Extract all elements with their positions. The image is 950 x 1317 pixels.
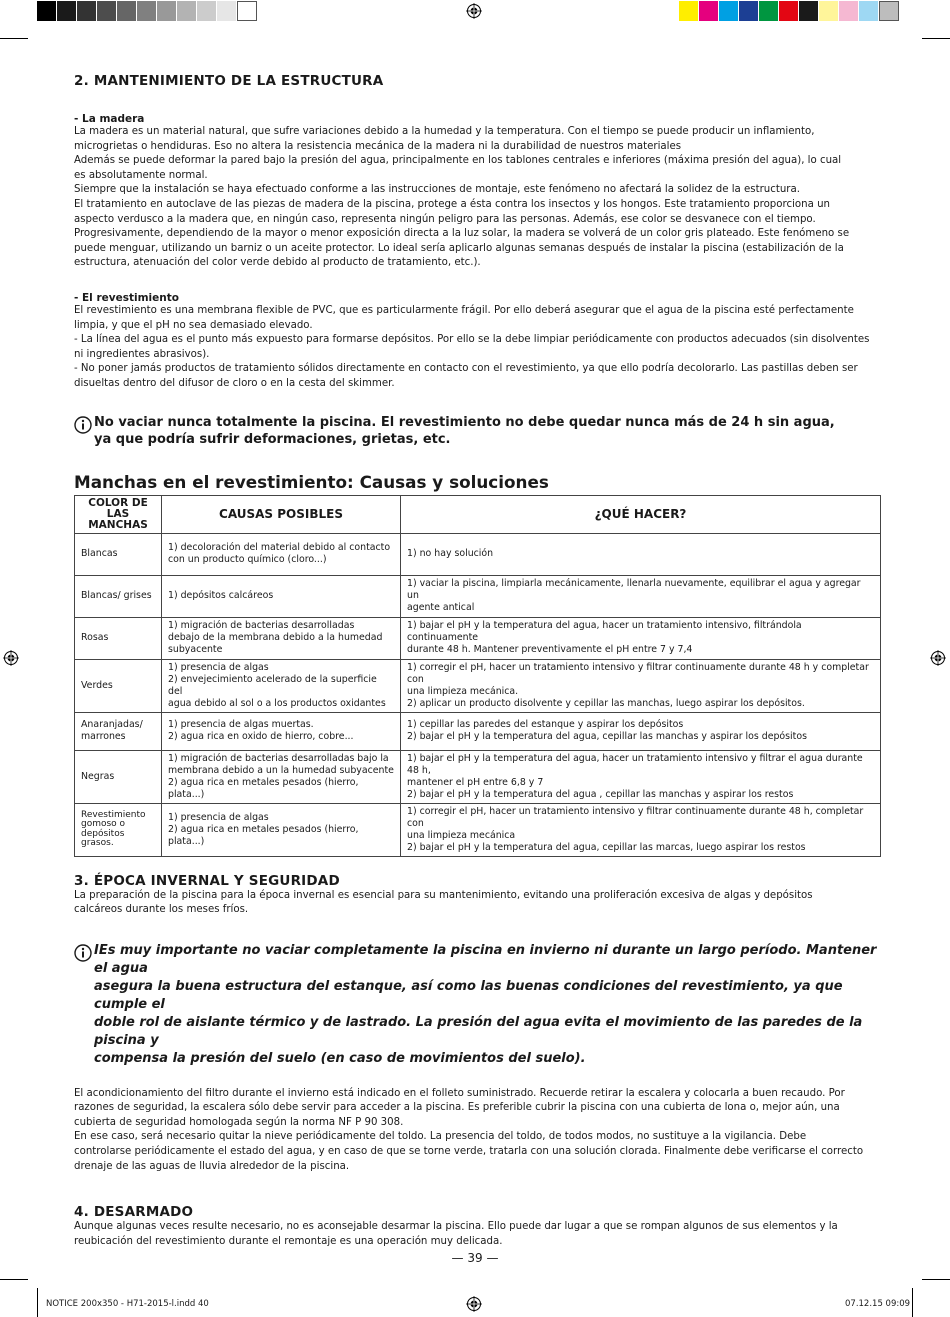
cell-line: 1) decoloración del material debido al contacto (168, 542, 391, 553)
gray-swatch (37, 1, 57, 21)
stain-color-cell: Verdes (75, 659, 162, 712)
text-line: En ese caso, será necesario quitar la nieve periódicamente del toldo. La presencia del toldo, de todos modos, no sustituye a la vigilancia. Debe (74, 1131, 807, 1143)
stain-color-cell: Negras (75, 750, 162, 803)
gray-swatch (197, 1, 217, 21)
stains-table (74, 495, 881, 857)
stain-actions-cell (401, 533, 881, 575)
table-header-actions: ¿QUÉ HACER? (401, 495, 881, 533)
crop-mark (922, 1279, 950, 1280)
table-row (75, 575, 881, 617)
info-icon (74, 944, 94, 966)
grayscale-bar (37, 1, 257, 21)
stain-causes-cell (162, 659, 401, 712)
text-line: reubicación del revestimiento durante el remontaje es una operación muy delicada. (74, 1235, 503, 1247)
cell-line: 2) envejecimiento acelerado de la superficie del (168, 673, 377, 697)
text-line: aspecto verdusco a la madera que, en ningún caso, representa ningún peligro para las personas. Además, ese color se desvanece con el tiempo. (74, 213, 816, 225)
cell-line: 2) aplicar un producto disolvente y cepillar las manchas, luego aspirar los depósitos. (407, 697, 805, 709)
stain-causes-cell (162, 617, 401, 659)
warning-text (94, 942, 881, 1068)
color-swatch (819, 1, 839, 21)
cell-line: durante 48 h. Mantener preventivamente el pH entre 7 y 7,4 (407, 644, 693, 655)
cell-line: membrana debido a un la humedad subyacente (168, 764, 394, 776)
color-swatch (799, 1, 819, 21)
warning-no-vaciar (74, 414, 881, 448)
cell-line: 1) bajar el pH y la temperatura del agua, hacer un tratamiento intensivo y filtrar el agua durante 48 h, (407, 752, 863, 776)
table-row (75, 750, 881, 803)
text-line: El tratamiento en autoclave de las piezas de madera de la piscina, protege a ésta contra los insectos y los hongos. Este tratamiento proporciona un (74, 198, 830, 210)
stain-color-cell: Revestimiento gomoso o depósitos grasos. (75, 803, 162, 856)
table-header-color: COLOR DE LAS MANCHAS (75, 495, 162, 533)
text-line: microgrietas o hendiduras. Eso no altera la resistencia mecánica de la madera ni la durabilidad de nuestros materiales (74, 140, 682, 152)
stain-actions-cell (401, 712, 881, 750)
cell-line: agente antical (407, 602, 475, 613)
text-line: El revestimiento es una membrana flexible de PVC, que es particularmente frágil. Por ello deberá asegurar que el agua de la piscina esté perfectamente (74, 304, 854, 316)
crop-mark (0, 1279, 28, 1280)
section-4-title: 4. DESARMADO (74, 1204, 194, 1221)
stain-causes-cell (162, 575, 401, 617)
crop-mark (922, 38, 950, 39)
cell-line: 1) presencia de algas muertas. (168, 719, 314, 730)
cell-line: 2) bajar el pH y la temperatura del agua, cepillar las marcas, luego aspirar los restos (407, 841, 806, 853)
text-line: puede menguar, utilizando un barniz o un aceite protector. Lo ideal sería aplicarlo algunas semanas después de instalar la piscina (estabilización de la (74, 242, 844, 254)
stain-actions-cell (401, 575, 881, 617)
text-line: disueltas dentro del difusor de cloro o en la cesta del skimmer. (74, 377, 395, 389)
text-line: Siempre que la instalación se haya efectuado conforme a las instrucciones de montaje, este fenómeno no afectará la solidez de la estructura. (74, 184, 800, 196)
text-line: - La línea del agua es el punto más expuesto para formarse depósitos. Por ello se la debe limpiar periódicamente con productos adecuados (sin disolventes (74, 334, 870, 346)
warning-line: asegura la buena estructura del estanque, así como las buenas condiciones del revestimiento, ya que cumple el (94, 978, 843, 1012)
cell-line: 2) bajar el pH y la temperatura del agua , cepillar las manchas y aspirar los restos (407, 788, 794, 800)
slug-filename: NOTICE 200x350 - H71-2015-l.indd 40 (46, 1299, 209, 1309)
warning-line: No vaciar nunca totalmente la piscina. El revestimiento no debe quedar nunca más de 24 h sin agua, (94, 414, 835, 430)
section-3-body (74, 1087, 881, 1175)
text-line: calcáreos durante los meses fríos. (74, 904, 249, 916)
gray-swatch (117, 1, 137, 21)
section-4-body (74, 1220, 881, 1249)
stain-color-cell: Blancas (75, 533, 162, 575)
gray-swatch (97, 1, 117, 21)
color-swatch (699, 1, 719, 21)
text-line: - No poner jamás productos de tratamiento sólidos directamente en contacto con el revestimiento, ya que ello podría decolorarlo. Las pastillas deben ser (74, 363, 858, 375)
section-3-title: 3. ÉPOCA INVERNAL Y SEGURIDAD (74, 872, 340, 889)
table-row (75, 533, 881, 575)
revestimiento-subtitle: - El revestimiento (74, 291, 179, 304)
cell-line: 1) migración de bacterias desarrolladas bajo la (168, 752, 389, 764)
cell-line: 1) migración de bacterias desarrolladas (168, 620, 355, 631)
color-swatch (879, 1, 899, 21)
stain-actions-cell (401, 750, 881, 803)
cell-line: 2) bajar el pH y la temperatura del agua, cepillar las manchas y aspirar los depósitos (407, 731, 807, 742)
page-number: — 39 — (451, 1251, 499, 1265)
cell-line: 1) cepillar las paredes del estanque y aspirar los depósitos (407, 719, 684, 730)
crop-mark (912, 1288, 913, 1317)
cell-line: 1) bajar el pH y la temperatura del agua, hacer un tratamiento intensivo, filtrándola continuamente (407, 620, 802, 643)
warning-text (94, 414, 835, 448)
info-icon (74, 416, 94, 438)
cell-line: 2) agua rica en oxido de hierro, cobre... (168, 731, 354, 742)
gray-swatch (137, 1, 157, 21)
text-line: razones de seguridad, la escalera sólo debe servir para acceder a la piscina. Es preferible cubrir la piscina con una cubierta de lona o, mejor aún, una (74, 1102, 840, 1114)
gray-swatch (177, 1, 197, 21)
stain-causes-cell (162, 712, 401, 750)
color-swatch (759, 1, 779, 21)
warning-line: compensa la presión del suelo (en caso de movimientos del suelo). (94, 1050, 586, 1066)
text-line: limpia, y que el pH no sea demasiado elevado. (74, 319, 313, 331)
color-swatch (679, 1, 699, 21)
color-swatch (779, 1, 799, 21)
stain-actions-cell (401, 803, 881, 856)
table-row (75, 803, 881, 856)
cell-line: 1) depósitos calcáreos (168, 590, 274, 601)
text-line: Aunque algunas veces resulte necesario, no es aconsejable desarmar la piscina. Ello puede dar lugar a que se rompan algunos de sus elementos y la (74, 1221, 838, 1233)
stain-color-cell: Rosas (75, 617, 162, 659)
madera-paragraph (74, 125, 881, 271)
warning-line: IEs muy importante no vaciar completamente la piscina en invierno ni durante un largo período. Mantener el agua (94, 942, 877, 976)
gray-swatch (57, 1, 77, 21)
cell-line: 1) presencia de algas (168, 811, 269, 823)
text-line: es absolutamente normal. (74, 169, 208, 181)
table-header-causes: CAUSAS POSIBLES (162, 495, 401, 533)
cell-line: una limpieza mecánica. (407, 685, 519, 697)
cell-line: con un producto químico (cloro...) (168, 554, 327, 565)
warning-line: doble rol de aislante térmico y de lastrado. La presión del agua evita el movimiento de las paredes de la piscina y (94, 1014, 863, 1048)
madera-subtitle: - La madera (74, 113, 145, 125)
color-swatch (859, 1, 879, 21)
text-line: estructura, atenuación del color verde debido al producto de tratamiento, etc.). (74, 257, 481, 269)
cell-line: subyacente (168, 644, 223, 655)
stain-color-cell: Blancas/ grises (75, 575, 162, 617)
gray-swatch (157, 1, 177, 21)
text-line: La preparación de la piscina para la época invernal es esencial para su mantenimiento, evitando una proliferación excesiva de algas y depósitos (74, 889, 813, 901)
color-swatch (739, 1, 759, 21)
section-3-intro (74, 889, 881, 918)
stain-color-cell: Anaranjadas/ marrones (75, 712, 162, 750)
text-line: El acondicionamiento del filtro durante el invierno está indicado en el folleto suministrado. Recuerde retirar la escalera y colocarla a buen recaudo. Por (74, 1087, 845, 1099)
stain-actions-cell (401, 659, 881, 712)
cell-line: 1) no hay solución (407, 548, 494, 559)
text-line: drenaje de las aguas de lluvia alrededor de la piscina. (74, 1160, 350, 1172)
table-row (75, 617, 881, 659)
text-line: La madera es un material natural, que sufre variaciones debido a la humedad y la temperatura. Con el tiempo se puede producir un inflamiento, (74, 126, 815, 137)
warning-invierno (74, 942, 881, 1068)
color-swatch (719, 1, 739, 21)
crop-mark (37, 1288, 38, 1317)
page-content (74, 70, 881, 1249)
color-swatch (839, 1, 859, 21)
gray-swatch (237, 1, 257, 21)
registration-mark-icon (930, 650, 946, 666)
cell-line: 2) agua rica en metales pesados (hierro, plata...) (168, 776, 359, 800)
table-row (75, 659, 881, 712)
cell-line: agua debido al sol o a los productos oxidantes (168, 697, 386, 709)
cell-line: 1) presencia de algas (168, 661, 269, 673)
cell-line: mantener el pH entre 6,8 y 7 (407, 776, 544, 788)
registration-mark-icon (3, 650, 19, 666)
text-line: Progresivamente, dependiendo de la mayor o menor exposición directa a la luz solar, la madera se volverá de un color gris plateado. Este fenómeno se (74, 228, 850, 240)
stain-causes-cell (162, 533, 401, 575)
cell-line: una limpieza mecánica (407, 829, 516, 841)
revestimiento-paragraph (74, 304, 881, 392)
table-row (75, 712, 881, 750)
cell-line: 1) vaciar la piscina, limpiarla mecánicamente, llenarla nuevamente, equilibrar el agua y agregar un (407, 578, 861, 601)
cell-line: 2) agua rica en metales pesados (hierro, plata...) (168, 823, 359, 847)
crop-mark (0, 38, 28, 39)
cell-line: 1) corregir el pH, hacer un tratamiento intensivo y filtrar continuamente durante 48 h, completar con (407, 805, 864, 829)
cell-line: debajo de la membrana debido a la humedad (168, 632, 383, 643)
text-line: ni ingredientes abrasivos). (74, 348, 210, 360)
warning-line: ya que podría sufrir deformaciones, grietas, etc. (94, 431, 451, 447)
text-line: Además se puede deformar la pared bajo la presión del agua, principalmente en los tablones centrales e inferiores (máxima presión del agua), lo cual (74, 155, 842, 167)
stains-title: Manchas en el revestimiento: Causas y soluciones (74, 471, 549, 492)
section-2-title: 2. MANTENIMIENTO DE LA ESTRUCTURA (74, 73, 384, 89)
stain-actions-cell (401, 617, 881, 659)
gray-swatch (217, 1, 237, 21)
color-bar (679, 1, 899, 21)
registration-mark-icon (466, 1296, 482, 1312)
text-line: controlarse periódicamente el estado del agua, y en caso de que se torne verde, tratarla con una solución clorada. Finalmente debe verificarse el correcto (74, 1146, 864, 1158)
stain-causes-cell (162, 803, 401, 856)
cell-line: 1) corregir el pH, hacer un tratamiento intensivo y filtrar continuamente durante 48 h y completar con (407, 661, 869, 685)
gray-swatch (77, 1, 97, 21)
registration-mark-icon (466, 3, 482, 19)
stain-causes-cell (162, 750, 401, 803)
slug-date: 07.12.15 09:09 (845, 1299, 911, 1309)
text-line: cubierta de seguridad homologada según la norma NF P 90 308. (74, 1116, 404, 1128)
